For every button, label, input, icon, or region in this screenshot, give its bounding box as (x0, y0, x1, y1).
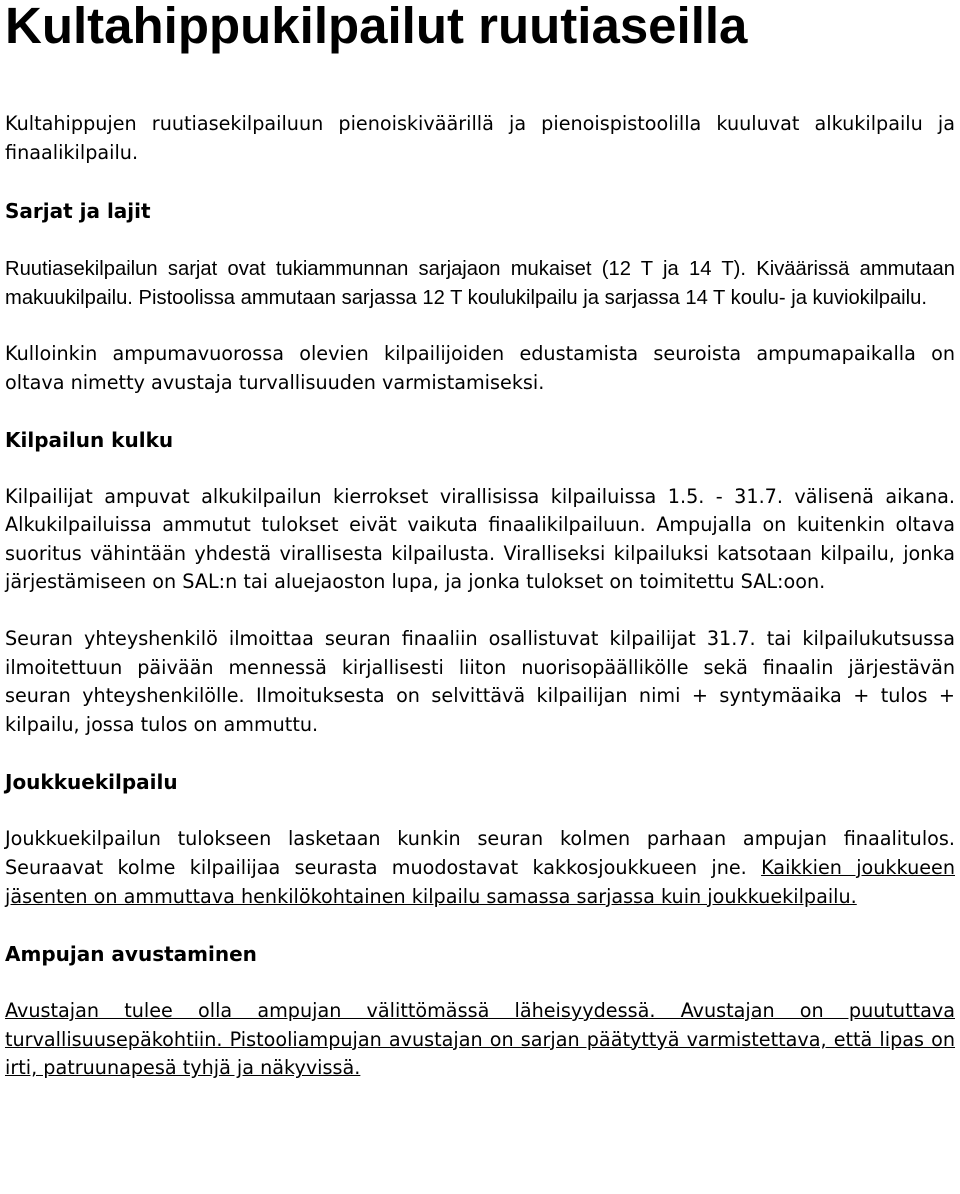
avustaja-paragraph: Kulloinkin ampumavuorossa olevien kilpailijoiden edustamista seuroista ampumapaikalla on oltava nimetty avustaja turvallisuuden varmistamiseksi. (5, 342, 955, 394)
joukkue-text: Joukkuekilpailun tulokseen lasketaan kunkin seuran kolmen parhaan ampujan finaalitulos. Seuraavat kolme kilpailijaa seurasta muodostavat kakkosjoukkueen jne. (5, 827, 955, 879)
joukkue-paragraph (5, 825, 955, 911)
kulku-paragraph-2: Seuran yhteyshenkilö ilmoittaa seuran finaaliin osallistuvat kilpailijat 31.7. tai kilpailukutsussa ilmoitettuun päivään mennessä kirjallisesti liiton nuorisopäällikölle sekä finaalin järjestävän seuran yhteyshenkilölle. Ilmoituksesta on selvittävä kilpailijan nimi + syntymäaika + tulos + kilpailu, jossa tulos on ammuttu. (5, 626, 955, 736)
kulku-paragraph-1: Kilpailijat ampuvat alkukilpailun kierrokset virallisissa kilpailuissa 1.5. - 31.7. välisenä aikana. Alkukilpailuissa ammutut tulokset eivät vaikuta finaalikilpailuun. Ampujalla on kuitenkin oltava suoritus vähintään yhdestä virallisesta kilpailusta. Viralliseksi kilpailuksi katsotaan kilpailu, jonka järjestämiseen on SAL:n tai aluejaoston lupa, ja jonka tulokset on toimitettu SAL:oon. (5, 484, 955, 594)
avustaminen-paragraph: Avustajan tulee olla ampujan välittömässä läheisyydessä. Avustajan on puututtava turvallisuusepäkohtiin. Pistooliampujan avustajan on sarjan päätyttyä varmistettava, että lipas on irti, patruunapesä tyhjä ja näkyvissä. (5, 999, 955, 1080)
heading-kilpailun-kulku: Kilpailun kulku (5, 427, 174, 452)
joukkue-underlined-text: Kaikkien joukkueen jäsenten on ammuttava henkilökohtainen kilpailu samassa sarjassa kuin joukkuekilpailu. (5, 855, 955, 908)
heading-sarjat-ja-lajit: Sarjat ja lajit (5, 199, 151, 224)
heading-ampujan-avustaminen: Ampujan avustaminen (5, 942, 257, 967)
sarjat-paragraph: Ruutiasekilpailun sarjat ovat tukiammunnan sarjajaon mukaiset (12 T ja 14 T). Kiväärissä ammutaan makuukilpailu. Pistoolissa ammutaan sarjassa 12 T koulukilpailu ja sarjassa 14 T koulu- ja kuviokilpailu. (5, 258, 955, 309)
heading-joukkuekilpailu: Joukkuekilpailu (5, 770, 178, 795)
page-title: Kultahippukilpailut ruutiaseilla (5, 0, 748, 54)
intro-paragraph: Kultahippujen ruutiasekilpailuun pienoiskiväärillä ja pienoispistoolilla kuuluvat alkukilpailu ja finaalikilpailu. (5, 112, 955, 164)
